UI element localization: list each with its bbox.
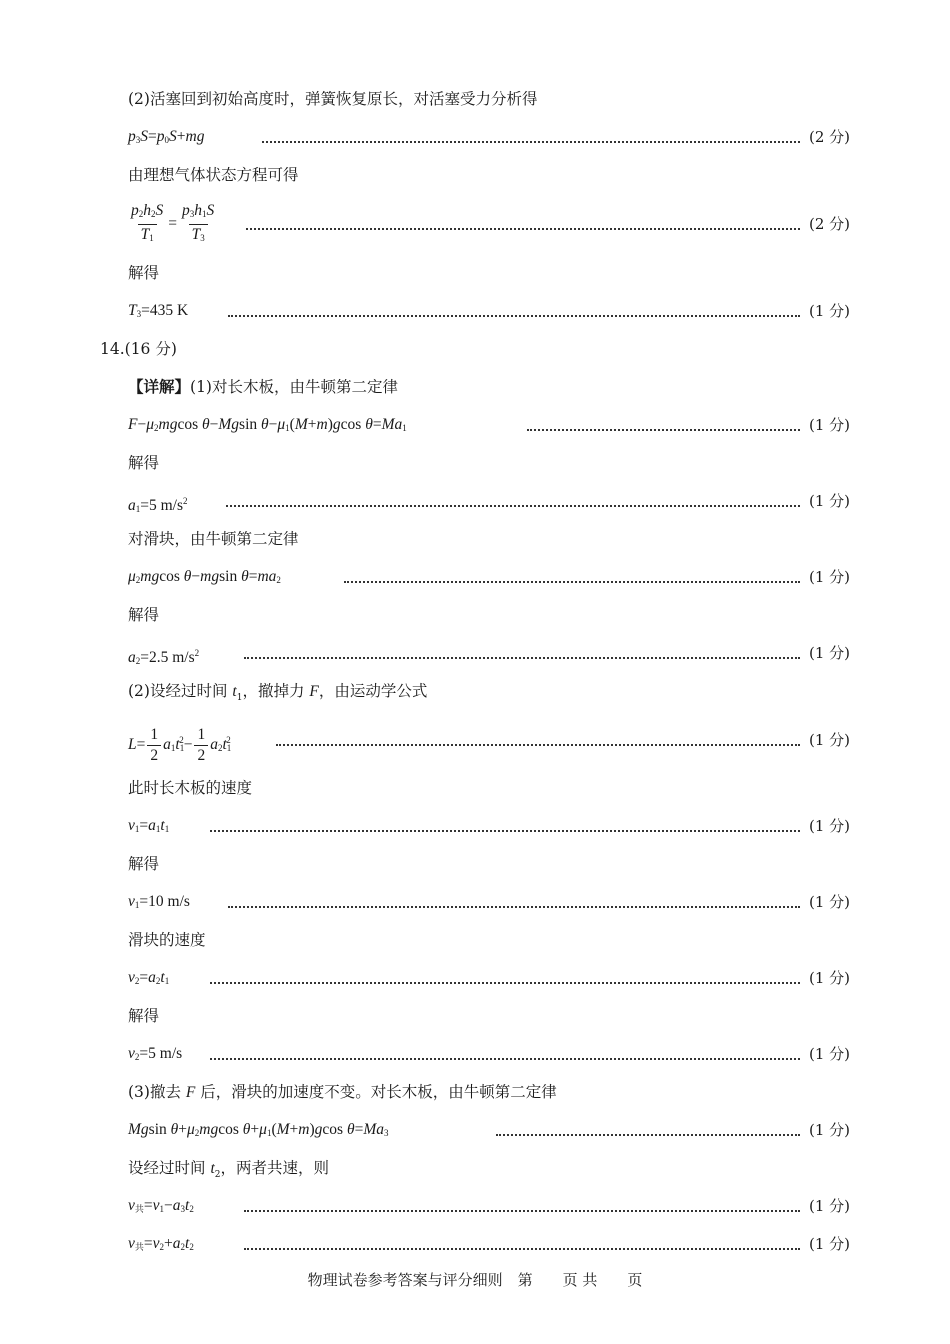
eq-v2-value xyxy=(0,1039,950,1069)
text-part: ，两者共速，则 xyxy=(220,1159,329,1177)
eq-kinematics-L xyxy=(0,714,950,766)
question-number: 14.(16 分) xyxy=(100,340,177,358)
line-common-velocity-intro xyxy=(0,1153,950,1183)
dot-leader xyxy=(496,1134,800,1136)
dot-leader xyxy=(226,505,800,507)
score: (1 分) xyxy=(808,893,850,911)
text-part: (2)设经过时间 xyxy=(128,682,233,700)
line-block-velocity xyxy=(0,925,950,955)
equation: $p_3S=p_0S+mg$ xyxy=(128,128,205,145)
text-part: ，由运动学公式 xyxy=(318,682,428,700)
text-part: (3)撤去 xyxy=(128,1083,186,1101)
eq-t3 xyxy=(0,296,950,326)
text-rest: (1)对长木板，由牛顿第二定律 xyxy=(190,378,398,396)
eq-common-velocity-board xyxy=(0,1191,950,1221)
equation: $F-\mu_2mgcos$ θ−Mgsin $\theta-\mu_1(M+m)gcos$ $\theta=Ma_1$ xyxy=(128,416,407,433)
line-board-velocity xyxy=(0,773,950,803)
page-footer: 物理试卷参考答案与评分细则 第 页 共 页 xyxy=(307,1271,643,1289)
dot-leader xyxy=(210,982,800,984)
text: 解得 xyxy=(128,454,160,472)
eq-common-velocity-block xyxy=(0,1229,950,1259)
line-gas-law-intro xyxy=(0,160,950,190)
eq-force-balance xyxy=(0,122,950,152)
line-14-1-intro xyxy=(0,372,950,402)
equation: Mgsin $\theta+\mu_2mgcos$ $\theta+\mu_1(M+m)gcos$ $\theta=Ma_3$ xyxy=(128,1121,389,1138)
text: 解得 xyxy=(128,264,160,282)
eq-v1-value xyxy=(0,887,950,917)
score: (1 分) xyxy=(808,302,850,320)
eq-gas-law xyxy=(0,198,950,250)
dot-leader xyxy=(276,744,800,746)
text: 此时长木板的速度 xyxy=(128,779,253,797)
equation: $v_共=v_1-a_3t_2$ xyxy=(128,1197,194,1214)
text: (2)设经过时间 $t_1$，撤掉力 F，由运动学公式 xyxy=(128,682,428,704)
score: (1 分) xyxy=(808,568,850,586)
eq-board-newton-2 xyxy=(0,1115,950,1145)
text-part: ，撤掉力 xyxy=(242,682,310,700)
score: (2 分) xyxy=(808,128,850,146)
eq-v2-def xyxy=(0,963,950,993)
dot-leader xyxy=(210,830,800,832)
equation: $T_3=435$ K xyxy=(128,302,189,319)
score: (2 分) xyxy=(808,215,850,233)
text: 对滑块，由牛顿第二定律 xyxy=(128,530,299,548)
text-part: 设经过时间 xyxy=(128,1159,211,1177)
text xyxy=(128,372,398,402)
eq-board-newton xyxy=(0,410,950,440)
dot-leader xyxy=(210,1058,800,1060)
equation: $v_1=a_1t_1$ xyxy=(128,817,170,834)
score: (1 分) xyxy=(808,969,850,987)
score: (1 分) xyxy=(808,1121,850,1139)
equation: $a_1=5$ $m/s^2$ xyxy=(128,496,188,514)
line-solve xyxy=(0,1001,950,1031)
dot-leader xyxy=(527,429,800,431)
eq-a2 xyxy=(0,638,950,668)
equation: $v_2=5$ m/s xyxy=(128,1045,183,1062)
equation: $\mu_2mgcos$ θ−mgsin $\theta=ma_2$ xyxy=(128,568,281,585)
dot-leader xyxy=(262,141,800,143)
dot-leader xyxy=(246,228,800,230)
line-14-3-intro xyxy=(0,1077,950,1107)
equation: $v_共=v_2+a_2t_2$ xyxy=(128,1235,194,1252)
dot-leader xyxy=(244,657,800,659)
dot-leader xyxy=(228,315,800,317)
dot-leader xyxy=(228,906,800,908)
eq-block-newton xyxy=(0,562,950,592)
text: (2)活塞回到初始高度时，弹簧恢复原长，对活塞受力分析得 xyxy=(128,90,538,108)
text: 解得 xyxy=(128,855,160,873)
text: 解得 xyxy=(128,606,160,624)
line-solve xyxy=(0,258,950,288)
text-part: 后，滑块的加速度不变。对长木板，由牛顿第二定律 xyxy=(195,1083,557,1101)
line-solve xyxy=(0,600,950,630)
detail-label: 【详解】 xyxy=(128,377,191,396)
equation: $v_1=10$ m/s xyxy=(128,893,190,910)
text: 由理想气体状态方程可得 xyxy=(128,166,299,184)
line-2-intro xyxy=(0,84,950,114)
line-solve xyxy=(0,849,950,879)
text: (3)撤去 F 后，滑块的加速度不变。对长木板，由牛顿第二定律 xyxy=(128,1083,557,1101)
dot-leader xyxy=(244,1210,800,1212)
equation: $\frac{p_2h_2S}{T_1}$ = $\frac{p_3h_1S}{T_3}$ xyxy=(126,198,219,250)
score: (1 分) xyxy=(808,731,850,749)
line-14-2-intro xyxy=(0,676,950,706)
equation: L= $\frac{1}{2}$ $a_1t_1^2-$ $\frac{1}{2}$ $a_2t_1^2$ xyxy=(128,725,232,764)
question-14-header xyxy=(0,334,950,364)
score: (1 分) xyxy=(808,817,850,835)
equation: $a_2=2.5$ $m/s^2$ xyxy=(128,648,200,666)
line-solve xyxy=(0,448,950,478)
score: (1 分) xyxy=(808,1235,850,1253)
dot-leader xyxy=(244,1248,800,1250)
eq-v1-def xyxy=(0,811,950,841)
line-block-intro xyxy=(0,524,950,554)
text: 设经过时间 $t_2$，两者共速，则 xyxy=(128,1159,329,1181)
text: 解得 xyxy=(128,1007,160,1025)
text: 滑块的速度 xyxy=(128,931,206,949)
eq-a1 xyxy=(0,486,950,516)
dot-leader xyxy=(344,581,800,583)
score: (1 分) xyxy=(808,1197,850,1215)
score: (1 分) xyxy=(808,1045,850,1063)
score: (1 分) xyxy=(808,416,850,434)
score: (1 分) xyxy=(808,644,850,662)
score: (1 分) xyxy=(808,492,850,510)
equation: $v_2=a_2t_1$ xyxy=(128,969,170,986)
